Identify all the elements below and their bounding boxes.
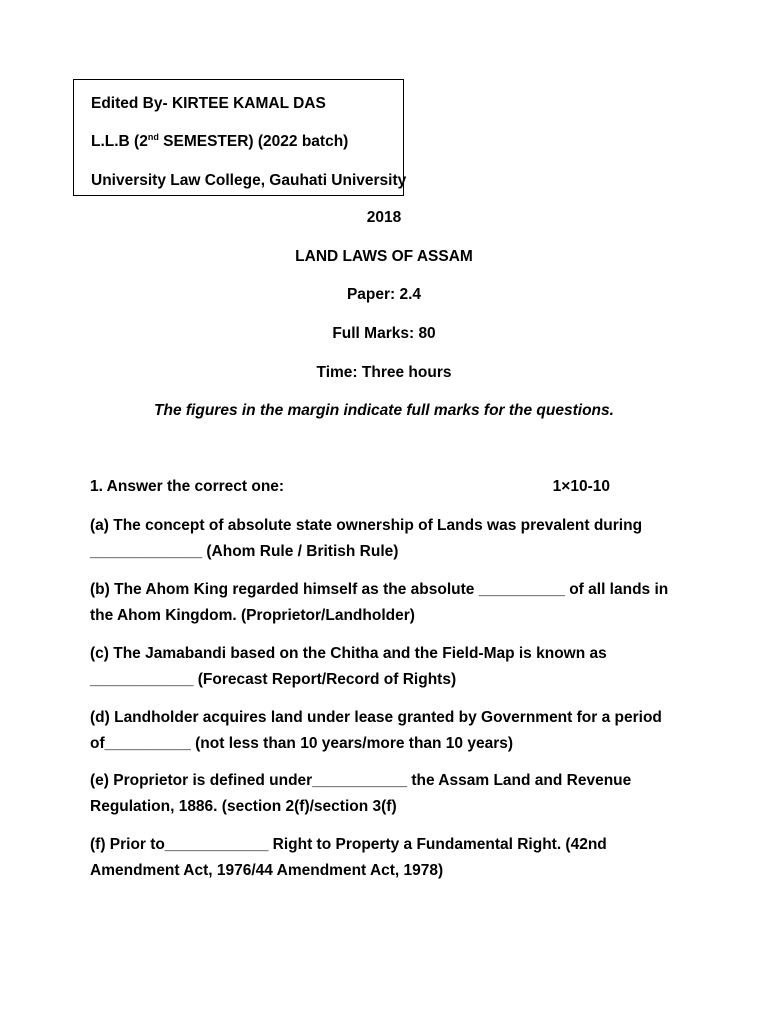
question-item-f: (f) Prior to____________ Right to Property a Fundamental Right. (42nd Amendment Act, 1976/44 Amendment Act, 1978)	[90, 836, 607, 879]
question-item-e: (e) Proprietor is defined under___________ the Assam Land and Revenue Regulation, 1886. (section 2(f)/section 3(f)	[90, 772, 632, 815]
question-1-prompt: 1. Answer the correct one:	[90, 478, 285, 495]
exam-full-marks: Full Marks: 80	[332, 325, 436, 342]
question-1-marks: 1×10-10	[552, 478, 610, 495]
question-1-heading	[90, 478, 610, 496]
course-prefix: L.L.B (2	[91, 133, 148, 150]
question-item-d: (d) Landholder acquires land under lease granted by Government for a period of__________ (not less than 10 years/more than 10 years)	[90, 709, 662, 752]
exam-year: 2018	[366, 209, 402, 226]
course-line	[91, 133, 348, 151]
exam-subject: LAND LAWS OF ASSAM	[295, 248, 473, 265]
exam-time: Time: Three hours	[316, 364, 452, 381]
course-suffix: SEMESTER) (2022 batch)	[158, 133, 349, 150]
edited-by-line: Edited By- KIRTEE KAMAL DAS	[91, 95, 326, 112]
question-item-b: (b) The Ahom King regarded himself as the absolute __________ of all lands in the Ahom Kingdom. (Proprietor/Landholder)	[90, 581, 669, 624]
exam-instructions: The figures in the margin indicate full marks for the questions.	[154, 402, 614, 419]
exam-paper: Paper: 2.4	[346, 286, 422, 303]
editor-info-box	[73, 79, 407, 196]
question-item-a: (a) The concept of absolute state ownership of Lands was prevalent during _____________ (Ahom Rule / British Rule)	[90, 517, 643, 560]
question-item-c: (c) The Jamabandi based on the Chitha and the Field-Map is known as ____________ (Forecast Report/Record of Rights)	[90, 645, 607, 688]
institution-line: University Law College, Gauhati University	[91, 172, 407, 189]
course-superscript: nd	[147, 132, 159, 142]
